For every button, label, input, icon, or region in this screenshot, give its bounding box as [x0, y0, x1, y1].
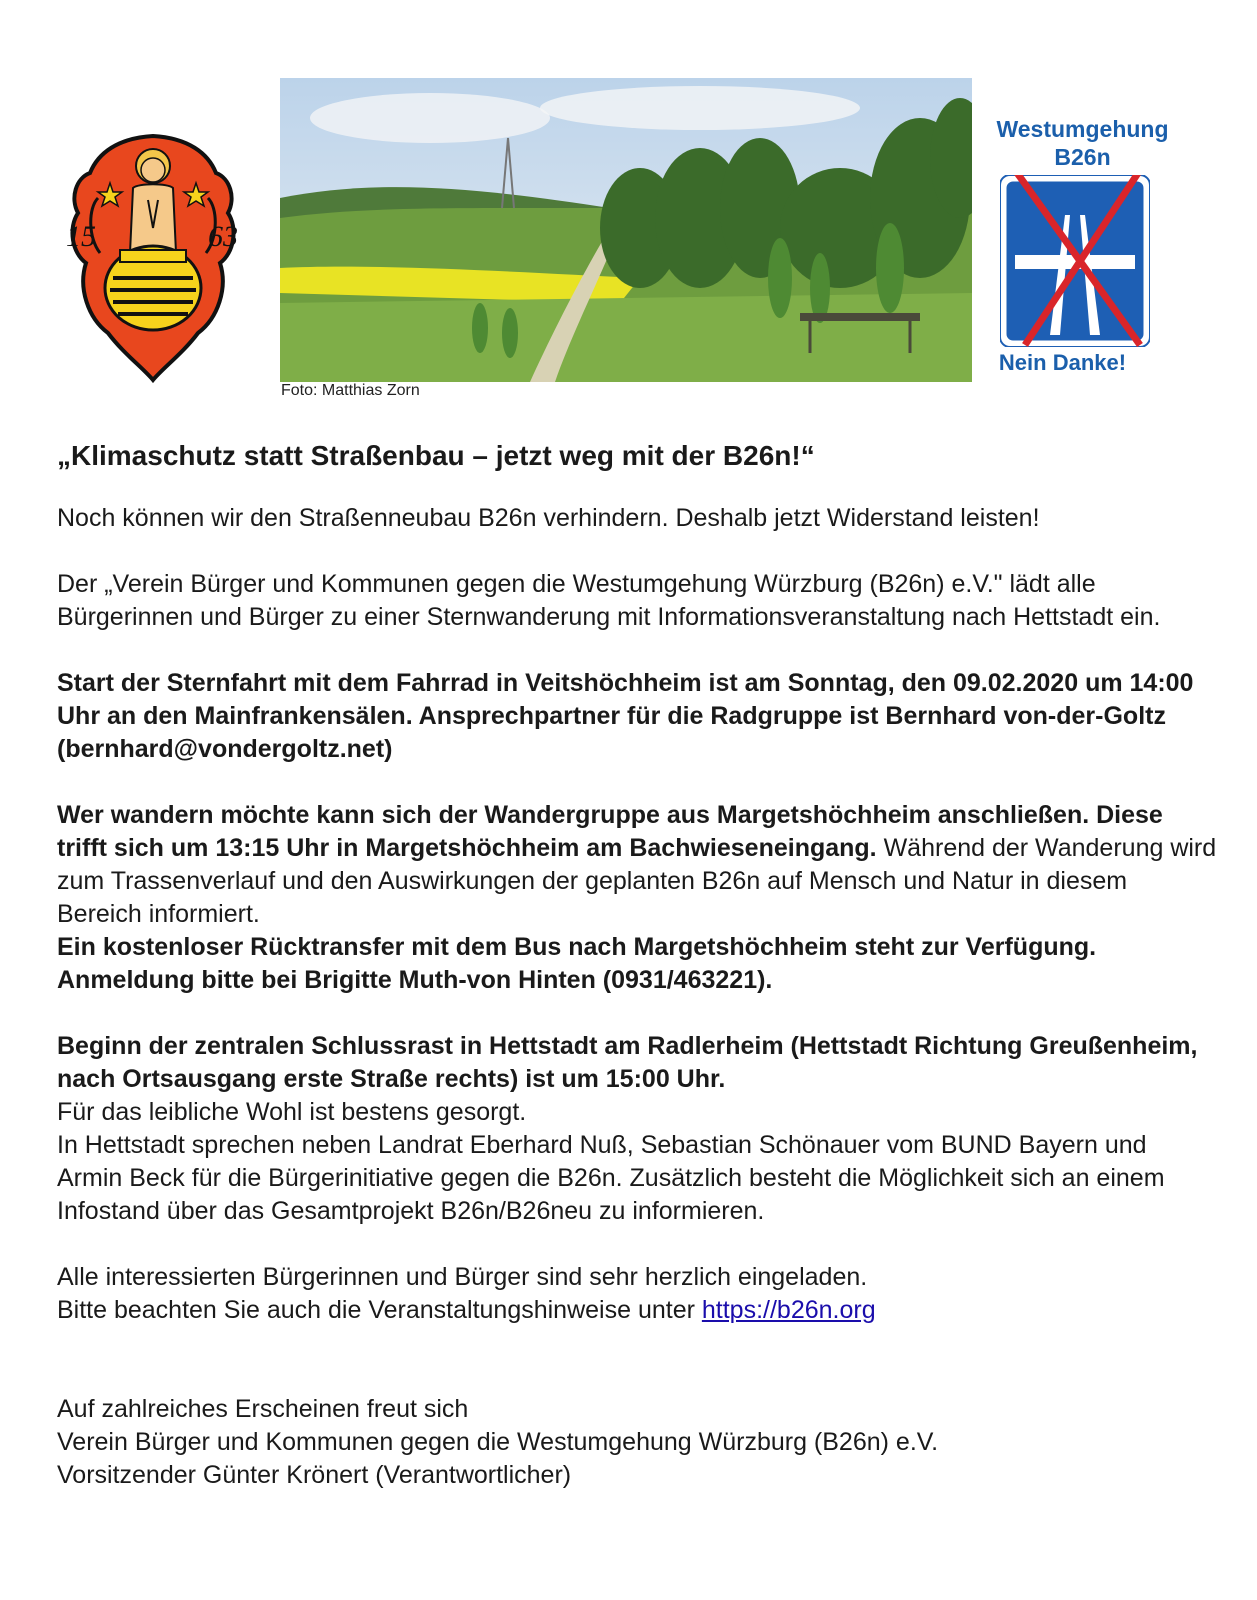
hiking-meet-text: Wer wandern möchte kann sich der Wandergruppe aus Margetshöchheim anschließen. Diese trifft sich um 13:15 Uhr in Margetshöchheim am Bachwieseneingang.: [57, 801, 1163, 862]
page-title: „Klimaschutz statt Straßenbau – jetzt weg mit der B26n!“: [57, 440, 815, 471]
crossed-highway-sign-icon: [1000, 175, 1150, 347]
welcome-text: Alle interessierten Bürgerinnen und Bürger sind sehr herzlich eingeladen.: [57, 1263, 868, 1291]
sign-title: [975, 115, 1190, 171]
coat-of-arms-logo: [58, 128, 248, 388]
landscape-photo: [280, 78, 972, 382]
website-link[interactable]: https://b26n.org: [701, 1296, 876, 1324]
signature-block: [57, 1393, 1217, 1492]
no-b26n-sign-logo: [975, 115, 1190, 385]
bus-transfer-text: Ein kostenloser Rücktransfer mit dem Bus nach Margetshöchheim steht zur Verfügung. Anmeldung bitte bei Brigitte Muth-von Hinten (0931/463221).: [57, 933, 1097, 994]
sign-title-line1: Westumgehung: [996, 116, 1169, 142]
organization-name: Verein Bürger und Kommunen gegen die Westumgehung Würzburg (B26n) e.V.: [57, 1428, 939, 1456]
hiking-info-text: Während der Wanderung wird zum Trassenverlauf und den Auswirkungen der geplanten B26n auf Mensch und Natur in diesem Bereich informiert.: [57, 834, 1217, 928]
bike-start-text: Start der Sternfahrt mit dem Fahrrad in Veitshöchheim ist am Sonntag, den 09.02.2020 um 14:00 Uhr an den Mainfrankensälen. Ansprechpartner für die Radgruppe ist Bernhard von-der-Goltz (bernhard@vondergoltz.net): [57, 669, 1194, 763]
final-rest-text: Beginn der zentralen Schlussrast in Hettstadt am Radlerheim (Hettstadt Richtung Greußenheim, nach Ortsausgang erste Straße rechts) ist um 15:00 Uhr.: [57, 1032, 1198, 1093]
final-rest-paragraph: [57, 1030, 1217, 1228]
notice-prefix-text: Bitte beachten Sie auch die Veranstaltungshinweise unter: [57, 1296, 702, 1324]
header: [0, 0, 1257, 410]
invitation-closing-paragraph: [57, 1261, 1217, 1327]
catering-text: Für das leibliche Wohl ist bestens gesorgt.: [57, 1098, 527, 1126]
chairman-name: Vorsitzender Günter Krönert (Verantwortlicher): [57, 1461, 572, 1489]
photo-credit: Foto: Matthias Zorn: [281, 382, 420, 399]
sign-title-line2: B26n: [1054, 144, 1111, 170]
bike-start-paragraph: [57, 667, 1217, 766]
document-body: [57, 438, 1217, 1525]
crest-year-left: 15: [66, 220, 96, 253]
hiking-paragraph: [57, 799, 1217, 997]
intro-paragraph: Noch können wir den Straßenneubau B26n verhindern. Deshalb jetzt Widerstand leisten!: [57, 504, 1040, 532]
spacer: [57, 1360, 1217, 1393]
crest-year-right: 63: [208, 220, 238, 253]
invitation-paragraph: Der „Verein Bürger und Kommunen gegen die Westumgehung Würzburg (B26n) e.V." lädt alle Bürgerinnen und Bürger zu einer Sternwanderung mit Informationsveranstaltung nach Hettstadt ein.: [57, 570, 1161, 631]
closing-line: Auf zahlreiches Erscheinen freut sich: [57, 1395, 469, 1423]
speakers-text: In Hettstadt sprechen neben Landrat Eberhard Nuß, Sebastian Schönauer vom BUND Bayern und Armin Beck für die Bürgerinitiative gegen die B26n. Zusätzlich besteht die Möglichkeit sich an einem Infostand über das Gesamtprojekt B26n/B26neu zu informieren.: [57, 1131, 1165, 1225]
sign-bottom-text: Nein Danke!: [998, 350, 1127, 375]
